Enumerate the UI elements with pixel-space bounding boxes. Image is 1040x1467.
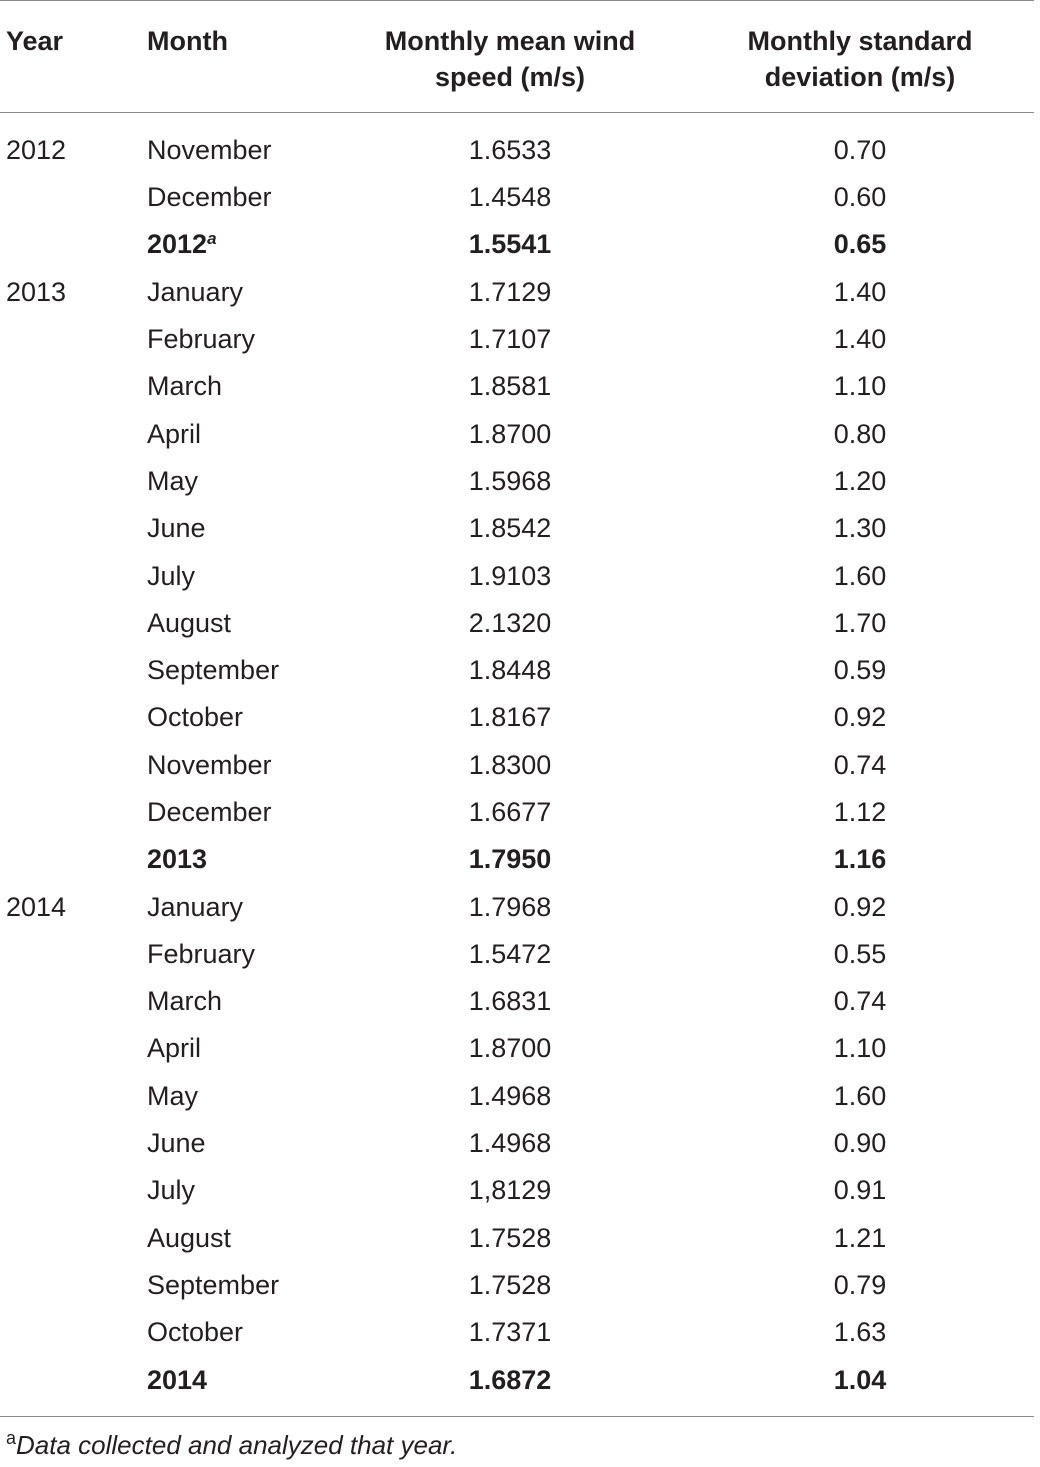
cell-standard-deviation	[686, 363, 1034, 410]
cell-standard-deviation	[686, 505, 1034, 552]
table-row	[0, 363, 1034, 410]
cell-mean-wind-speed-text: 1.4548	[468, 182, 552, 213]
cell-year-total-label-text: 2014	[147, 1364, 208, 1395]
cell-mean-wind-speed-text: 1.6677	[468, 797, 552, 827]
cell-mean-wind-speed-text: 1.8167	[468, 702, 552, 733]
cell-month-text: September	[147, 655, 280, 686]
cell-year-total-label	[140, 836, 334, 883]
cell-standard-deviation-text: 0.92	[833, 891, 887, 922]
cell-standard-deviation	[686, 1309, 1034, 1356]
cell-year	[0, 694, 140, 741]
cell-mean-wind-speed-text: 1.6831	[468, 986, 552, 1017]
footnote-mark: a	[6, 1428, 17, 1448]
cell-standard-deviation	[686, 113, 1034, 175]
table-row	[0, 694, 1034, 741]
cell-year-total-label-text: 2013	[147, 844, 208, 875]
cell-standard-deviation-text: 1.12	[833, 797, 887, 827]
cell-mean-wind-speed-text: 1.8542	[468, 513, 552, 544]
table-row	[0, 1262, 1034, 1309]
cell-standard-deviation	[686, 458, 1034, 505]
cell-mean-wind-speed	[334, 1215, 686, 1262]
table-row	[0, 410, 1034, 457]
table-row-year-total	[0, 221, 1034, 268]
cell-month	[140, 363, 334, 410]
cell-year	[0, 1262, 140, 1309]
cell-month	[140, 174, 334, 221]
cell-standard-deviation-text: 0.92	[833, 702, 887, 733]
cell-standard-deviation-text: 1.60	[833, 560, 887, 591]
cell-standard-deviation	[686, 269, 1034, 316]
cell-standard-deviation	[686, 221, 1034, 268]
cell-mean-wind-speed-text: 1.7528	[468, 1269, 552, 1300]
cell-standard-deviation	[686, 1167, 1034, 1214]
cell-standard-deviation	[686, 1120, 1034, 1167]
cell-month-text: January	[147, 891, 244, 922]
cell-year	[0, 931, 140, 978]
cell-mean-wind-speed-text: 1.5968	[468, 465, 552, 496]
cell-standard-deviation	[686, 883, 1034, 930]
cell-standard-deviation-text: 1.10	[833, 1033, 887, 1064]
table-row	[0, 647, 1034, 694]
cell-standard-deviation-text: 0.80	[833, 418, 887, 449]
cell-month-text: May	[147, 1080, 199, 1111]
cell-month	[140, 316, 334, 363]
header-year: Year	[0, 1, 140, 113]
cell-mean-wind-speed-text: 1.5541	[468, 229, 552, 260]
cell-month-text: March	[147, 986, 223, 1017]
cell-month	[140, 1309, 334, 1356]
cell-standard-deviation-text: 0.59	[833, 655, 887, 686]
cell-standard-deviation	[686, 978, 1034, 1025]
cell-mean-wind-speed-text: 1.4968	[468, 1080, 552, 1111]
cell-year	[0, 174, 140, 221]
cell-month	[140, 931, 334, 978]
table-row	[0, 113, 1034, 175]
cell-standard-deviation-text: 0.70	[833, 135, 887, 165]
cell-month	[140, 647, 334, 694]
cell-month	[140, 1025, 334, 1072]
cell-year-text: 2013	[6, 276, 67, 307]
cell-month-text: December	[147, 797, 272, 827]
cell-standard-deviation-text: 1.70	[833, 607, 887, 638]
cell-month	[140, 1262, 334, 1309]
cell-month	[140, 552, 334, 599]
table-row	[0, 458, 1034, 505]
cell-standard-deviation-text: 0.79	[833, 1269, 887, 1300]
cell-mean-wind-speed-text: 1.6533	[468, 135, 552, 165]
cell-standard-deviation-text: 1.10	[833, 371, 887, 402]
footnote-text: Data collected and analyzed that year.	[16, 1430, 458, 1460]
table-row	[0, 1167, 1034, 1214]
cell-month-text: February	[147, 324, 256, 355]
cell-mean-wind-speed	[334, 505, 686, 552]
cell-mean-wind-speed-text: 1.4968	[468, 1128, 552, 1159]
header-month: Month	[140, 1, 334, 113]
cell-mean-wind-speed	[334, 789, 686, 836]
cell-year-total-label	[140, 221, 334, 268]
cell-mean-wind-speed	[334, 1309, 686, 1356]
cell-mean-wind-speed	[334, 316, 686, 363]
cell-mean-wind-speed	[334, 647, 686, 694]
cell-year	[0, 647, 140, 694]
cell-mean-wind-speed-text: 1.8581	[468, 371, 552, 402]
cell-standard-deviation	[686, 174, 1034, 221]
cell-month	[140, 269, 334, 316]
cell-mean-wind-speed	[334, 269, 686, 316]
cell-month-text: July	[147, 1175, 196, 1206]
cell-standard-deviation-text: 1.20	[833, 465, 887, 496]
cell-standard-deviation-text: 0.55	[833, 938, 887, 969]
cell-mean-wind-speed	[334, 836, 686, 883]
header-sd-line2: deviation (m/s)	[764, 62, 956, 92]
cell-year	[0, 1356, 140, 1409]
cell-standard-deviation-text: 1.40	[833, 324, 887, 355]
cell-standard-deviation-text: 0.60	[833, 182, 887, 213]
header-mean-line1: Monthly mean wind	[384, 26, 636, 56]
cell-standard-deviation-text: 1.63	[833, 1317, 887, 1348]
cell-month	[140, 505, 334, 552]
cell-month	[140, 1073, 334, 1120]
cell-month	[140, 789, 334, 836]
cell-year	[0, 458, 140, 505]
cell-month	[140, 1215, 334, 1262]
cell-standard-deviation-text: 1.04	[833, 1364, 887, 1395]
cell-month-text: November	[147, 749, 272, 780]
cell-mean-wind-speed-text: 1.7950	[468, 844, 552, 875]
cell-standard-deviation	[686, 410, 1034, 457]
cell-mean-wind-speed-text: 2.1320	[468, 607, 552, 638]
cell-month-text: July	[147, 560, 196, 591]
table-row-year-total	[0, 1356, 1034, 1409]
cell-mean-wind-speed-text: 1.9103	[468, 560, 552, 591]
cell-mean-wind-speed-text: 1.6872	[468, 1364, 552, 1395]
cell-month-text: April	[147, 1033, 202, 1064]
cell-year-text: 2014	[6, 891, 67, 922]
cell-standard-deviation	[686, 1262, 1034, 1309]
cell-year	[0, 316, 140, 363]
table-row	[0, 174, 1034, 221]
cell-mean-wind-speed	[334, 363, 686, 410]
cell-month-text: April	[147, 418, 202, 449]
cell-month-text: December	[147, 182, 272, 213]
cell-standard-deviation-text: 0.74	[833, 749, 887, 780]
cell-month-text: October	[147, 702, 244, 733]
cell-standard-deviation-text: 1.60	[833, 1080, 887, 1111]
cell-month	[140, 694, 334, 741]
cell-month-text: May	[147, 465, 199, 496]
cell-month	[140, 883, 334, 930]
cell-month-text: September	[147, 1269, 280, 1300]
cell-mean-wind-speed	[334, 742, 686, 789]
table-row	[0, 789, 1034, 836]
cell-year	[0, 600, 140, 647]
cell-year-total-label-text: 2012	[147, 229, 208, 260]
cell-mean-wind-speed	[334, 1356, 686, 1409]
cell-standard-deviation-text: 1.30	[833, 513, 887, 544]
cell-year	[0, 221, 140, 268]
cell-mean-wind-speed	[334, 221, 686, 268]
cell-month	[140, 410, 334, 457]
table-body	[0, 113, 1034, 1410]
cell-standard-deviation	[686, 1215, 1034, 1262]
table-row-year-total	[0, 836, 1034, 883]
cell-month	[140, 1167, 334, 1214]
cell-year	[0, 1073, 140, 1120]
table-row	[0, 883, 1034, 930]
table-row	[0, 742, 1034, 789]
cell-month	[140, 458, 334, 505]
cell-year-text: 2012	[6, 135, 67, 165]
cell-mean-wind-speed	[334, 694, 686, 741]
cell-mean-wind-speed-text: 1.7371	[468, 1317, 552, 1348]
cell-mean-wind-speed-text: 1.8700	[468, 418, 552, 449]
cell-standard-deviation	[686, 600, 1034, 647]
header-mean-line2: speed (m/s)	[434, 62, 586, 92]
cell-year	[0, 1215, 140, 1262]
cell-standard-deviation	[686, 742, 1034, 789]
cell-mean-wind-speed-text: 1.7968	[468, 891, 552, 922]
cell-standard-deviation-text: 0.65	[833, 229, 887, 260]
cell-mean-wind-speed	[334, 883, 686, 930]
cell-mean-wind-speed	[334, 552, 686, 599]
table-row	[0, 505, 1034, 552]
cell-mean-wind-speed	[334, 1073, 686, 1120]
table-row	[0, 316, 1034, 363]
cell-year	[0, 1120, 140, 1167]
cell-year	[0, 552, 140, 599]
cell-mean-wind-speed-text: 1,8129	[468, 1175, 552, 1206]
cell-standard-deviation-text: 1.40	[833, 276, 887, 307]
cell-mean-wind-speed	[334, 1167, 686, 1214]
table-row	[0, 552, 1034, 599]
table-row	[0, 1025, 1034, 1072]
table-row	[0, 1309, 1034, 1356]
cell-mean-wind-speed	[334, 1120, 686, 1167]
cell-mean-wind-speed	[334, 410, 686, 457]
table-bottom-rule	[0, 1416, 1034, 1417]
header-sd-line1: Monthly standard	[747, 26, 973, 56]
cell-mean-wind-speed-text: 1.8300	[468, 749, 552, 780]
cell-mean-wind-speed	[334, 931, 686, 978]
cell-year	[0, 978, 140, 1025]
cell-mean-wind-speed	[334, 600, 686, 647]
cell-standard-deviation-text: 0.91	[833, 1175, 887, 1206]
cell-mean-wind-speed-text: 1.8448	[468, 655, 552, 686]
cell-year	[0, 1025, 140, 1072]
cell-standard-deviation	[686, 647, 1034, 694]
cell-standard-deviation	[686, 552, 1034, 599]
cell-month-text: January	[147, 276, 244, 307]
cell-month	[140, 978, 334, 1025]
cell-standard-deviation-text: 1.16	[833, 844, 887, 875]
header-mean-wind-speed	[334, 1, 686, 113]
cell-year	[0, 789, 140, 836]
cell-month-text: June	[147, 513, 206, 544]
cell-month-text: June	[147, 1128, 206, 1159]
header-standard-deviation	[686, 1, 1034, 113]
cell-year	[0, 113, 140, 175]
cell-year	[0, 363, 140, 410]
cell-month-text: November	[147, 135, 272, 165]
cell-mean-wind-speed	[334, 978, 686, 1025]
cell-year	[0, 836, 140, 883]
table-row	[0, 600, 1034, 647]
cell-standard-deviation	[686, 931, 1034, 978]
cell-standard-deviation-text: 0.90	[833, 1128, 887, 1159]
cell-mean-wind-speed-text: 1.8700	[468, 1033, 552, 1064]
cell-standard-deviation-text: 0.74	[833, 986, 887, 1017]
cell-mean-wind-speed	[334, 113, 686, 175]
cell-mean-wind-speed	[334, 458, 686, 505]
table-row	[0, 269, 1034, 316]
cell-month-text: February	[147, 938, 256, 969]
table-footnote	[6, 1427, 457, 1463]
cell-standard-deviation	[686, 694, 1034, 741]
cell-standard-deviation	[686, 1356, 1034, 1409]
cell-year	[0, 1309, 140, 1356]
cell-mean-wind-speed	[334, 1262, 686, 1309]
table-row	[0, 978, 1034, 1025]
cell-mean-wind-speed-text: 1.7107	[468, 324, 552, 355]
cell-year	[0, 883, 140, 930]
cell-standard-deviation-text: 1.21	[833, 1222, 887, 1253]
cell-year	[0, 1167, 140, 1214]
footnote-reference-mark: a	[207, 229, 217, 249]
cell-month-text: March	[147, 371, 223, 402]
table-row	[0, 1120, 1034, 1167]
cell-mean-wind-speed-text: 1.7129	[468, 276, 552, 307]
cell-standard-deviation	[686, 1025, 1034, 1072]
cell-year	[0, 269, 140, 316]
cell-standard-deviation	[686, 1073, 1034, 1120]
cell-standard-deviation	[686, 789, 1034, 836]
table-row	[0, 1073, 1034, 1120]
cell-month-text: August	[147, 1222, 232, 1253]
cell-mean-wind-speed-text: 1.5472	[468, 938, 552, 969]
cell-standard-deviation	[686, 316, 1034, 363]
cell-year	[0, 742, 140, 789]
table-row	[0, 931, 1034, 978]
cell-mean-wind-speed	[334, 1025, 686, 1072]
table-row	[0, 1215, 1034, 1262]
cell-month	[140, 742, 334, 789]
table-header	[0, 1, 1034, 113]
cell-year	[0, 505, 140, 552]
cell-standard-deviation	[686, 836, 1034, 883]
cell-mean-wind-speed-text: 1.7528	[468, 1222, 552, 1253]
cell-month-text: October	[147, 1317, 244, 1348]
cell-mean-wind-speed	[334, 174, 686, 221]
cell-month	[140, 600, 334, 647]
cell-year-total-label	[140, 1356, 334, 1409]
cell-month	[140, 1120, 334, 1167]
cell-month	[140, 113, 334, 175]
header-row	[0, 1, 1034, 113]
cell-month-text: August	[147, 607, 232, 638]
cell-year	[0, 410, 140, 457]
